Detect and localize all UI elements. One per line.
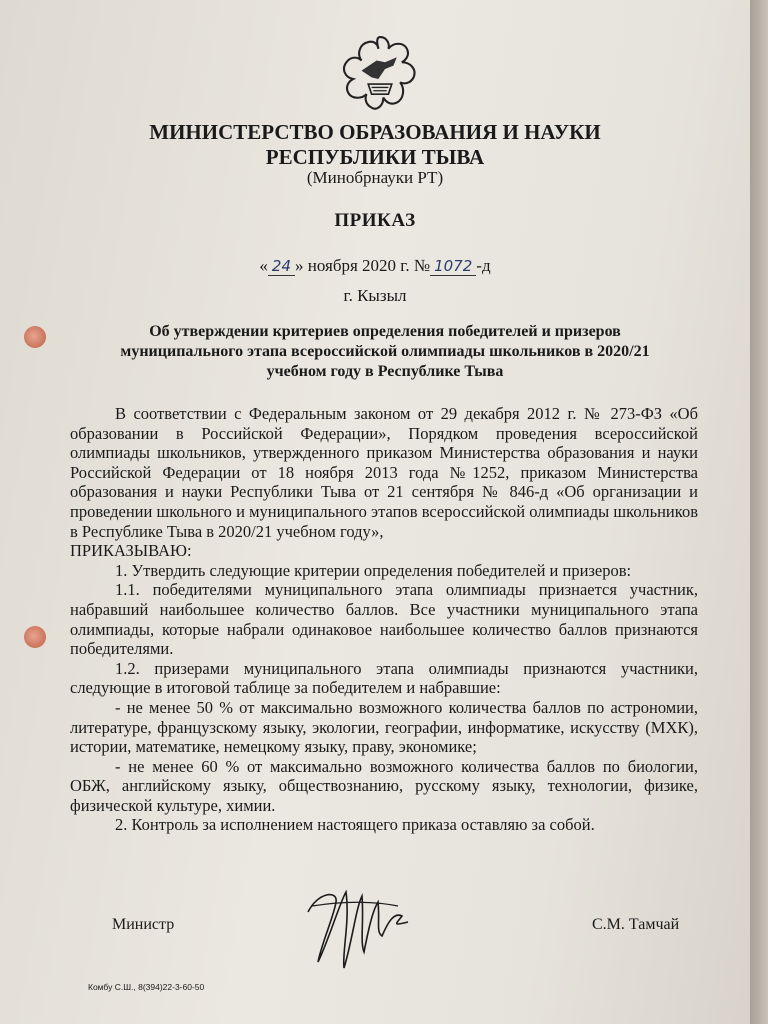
signatory-name: С.М. Тамчай <box>592 916 680 933</box>
bullet-60-percent: - не менее 60 % от максимально возможного количества баллов по биологии, ОБЖ, английскому языку, обществознанию, русскому языку, технологии, физике, физической культуре, химии. <box>70 756 698 815</box>
ministry-name <box>0 120 750 170</box>
ministry-line-1: МИНИСТЕРСТВО ОБРАЗОВАНИЯ И НАУКИ <box>149 120 601 144</box>
ministry-line-2: РЕСПУБЛИКИ ТЫВА <box>265 145 485 169</box>
order-number-suffix: -д <box>476 256 491 275</box>
item-2: 2. Контроль за исполнением настоящего приказа оставляю за собой. <box>115 815 595 835</box>
punch-hole-bottom <box>24 626 46 648</box>
subject-line-1: Об утверждении критериев определения победителей и призеров <box>149 323 621 340</box>
order-body <box>70 404 698 835</box>
date-rest: » ноября 2020 г. № <box>295 256 431 275</box>
preamble: В соответствии с Федеральным законом от 29 декабря 2012 г. № 273-ФЗ «Об образовании в Российской Федерации», Порядком проведения всероссийской олимпиады школьников, утвержденного приказом Министерства образования и науки Российской Федерации от 18 ноября 2013 года №1252, приказом Министерства образования и науки Республики Тыва от 21 сентября № 846-д «Об организации и проведении школьного и муниципального этапов всероссийской олимпиады школьников в Республике Тыва в 2020/21 учебном году», <box>70 404 698 541</box>
coat-of-arms-emblem <box>338 32 422 116</box>
subject-line-2: муниципального этапа всероссийской олимпиады школьников в 2020/21 <box>120 343 650 360</box>
order-date-number <box>0 256 750 276</box>
order-number-handwritten: 1072 <box>430 257 476 276</box>
handwritten-signature <box>298 872 418 977</box>
date-day-handwritten: 24 <box>268 257 295 276</box>
bullet-50-percent: - не менее 50 % от максимально возможного количества баллов по астрономии, литературе, французскому языку, экологии, географии, информатике, искусству (МХК), истории, математике, немецкому языку, праву, экономике; <box>70 697 698 757</box>
item-1-2: 1.2. призерами муниципального этапа олимпиады признаются участники, следующие в итоговой таблице за победителем и набравшие: <box>70 658 698 698</box>
signatory-position: Министр <box>112 916 175 933</box>
subject-line-3: учебном году в Республике Тыва <box>266 363 504 380</box>
order-word: ПРИКАЗЫВАЮ: <box>70 541 192 561</box>
document-type: ПРИКАЗ <box>334 210 416 231</box>
executor-contact: Комбу С.Ш., 8(394)22-3-60-50 <box>88 982 205 992</box>
punch-hole-top <box>24 326 46 348</box>
item-1: 1. Утвердить следующие критерии определения победителей и призеров: <box>115 560 632 580</box>
background-edge <box>750 0 768 1024</box>
order-subject <box>90 322 680 382</box>
date-open-quote: « <box>259 256 268 275</box>
city: г. Кызыл <box>343 286 407 305</box>
ministry-short-name: (Минобрнауки РТ) <box>306 168 444 187</box>
item-1-1: 1.1. победителями муниципального этапа олимпиады признается участник, набравший наибольшее количество баллов. Все участники муниципального этапа олимпиады, которые набрали одинаковое наибольшее количество баллов признаются победителями. <box>70 580 698 659</box>
